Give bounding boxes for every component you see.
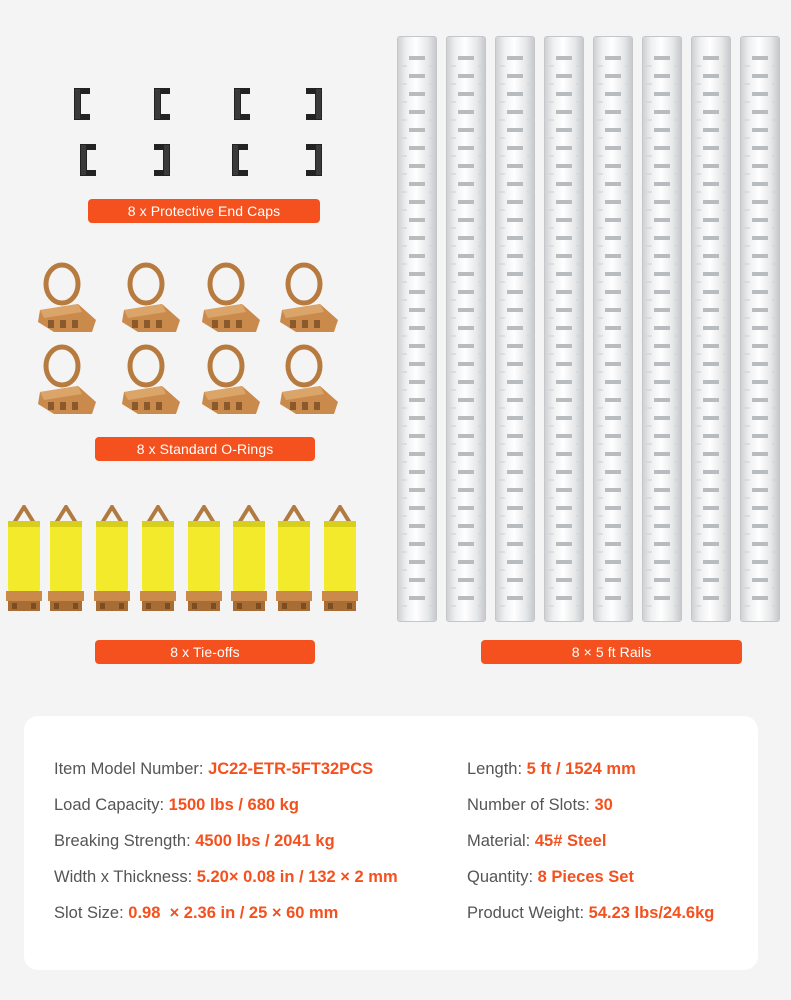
spec-value: 0.98 × 2.36 in / 25 × 60 mm bbox=[128, 904, 339, 922]
spec-load-capacity bbox=[54, 796, 299, 815]
spec-value: 5.20× 0.08 in / 132 × 2 mm bbox=[196, 868, 398, 886]
spec-material bbox=[467, 832, 606, 851]
end-cap-icon bbox=[304, 142, 324, 178]
spec-value: 54.23 lbs/24.6kg bbox=[588, 904, 715, 922]
tie-offs-label: 8 x Tie-offs bbox=[95, 640, 315, 664]
spec-width-thickness bbox=[54, 868, 398, 887]
e-track-rail-icon bbox=[593, 36, 633, 622]
spec-value: 1500 lbs / 680 kg bbox=[168, 796, 299, 814]
tie-off-strap-icon bbox=[320, 505, 360, 615]
tie-off-strap-icon bbox=[184, 505, 224, 615]
tie-off-strap-icon bbox=[4, 505, 44, 615]
tie-off-strap-icon bbox=[274, 505, 314, 615]
tie-off-strap-icon bbox=[46, 505, 86, 615]
o-ring-icon bbox=[118, 344, 186, 420]
tie-off-strap-icon bbox=[229, 505, 269, 615]
e-track-rail-icon bbox=[495, 36, 535, 622]
e-track-rail-icon bbox=[397, 36, 437, 622]
tie-off-strap-icon bbox=[138, 505, 178, 615]
spec-value: 45# Steel bbox=[534, 832, 607, 850]
spec-value: 4500 lbs / 2041 kg bbox=[195, 832, 335, 850]
o-ring-icon bbox=[34, 344, 102, 420]
o-ring-icon bbox=[276, 344, 344, 420]
o-rings-label: 8 x Standard O-Rings bbox=[95, 437, 315, 461]
spec-quantity bbox=[467, 868, 634, 887]
spec-number-of-slots bbox=[467, 796, 613, 815]
spec-value: JC22-ETR-5FT32PCS bbox=[208, 760, 374, 778]
spec-label: Item Model Number: bbox=[54, 760, 209, 778]
o-ring-icon bbox=[198, 262, 266, 338]
end-cap-icon bbox=[232, 86, 252, 122]
tie-off-strap-icon bbox=[92, 505, 132, 615]
end-cap-icon bbox=[78, 142, 98, 178]
o-ring-icon bbox=[198, 344, 266, 420]
spec-length bbox=[467, 760, 636, 779]
end-cap-icon bbox=[152, 86, 172, 122]
spec-label: Product Weight: bbox=[467, 904, 589, 922]
e-track-rail-icon bbox=[642, 36, 682, 622]
spec-label: Quantity: bbox=[467, 868, 538, 886]
end-caps-label: 8 x Protective End Caps bbox=[88, 199, 320, 223]
e-track-rail-icon bbox=[446, 36, 486, 622]
o-ring-icon bbox=[34, 262, 102, 338]
spec-breaking-strength bbox=[54, 832, 335, 851]
e-track-rail-icon bbox=[691, 36, 731, 622]
spec-label: Material: bbox=[467, 832, 535, 850]
end-cap-icon bbox=[152, 142, 172, 178]
spec-value: 30 bbox=[594, 796, 613, 814]
o-ring-icon bbox=[118, 262, 186, 338]
spec-label: Width x Thickness: bbox=[54, 868, 197, 886]
spec-label: Load Capacity: bbox=[54, 796, 169, 814]
end-cap-icon bbox=[230, 142, 250, 178]
e-track-rail-icon bbox=[544, 36, 584, 622]
end-cap-icon bbox=[304, 86, 324, 122]
spec-model-number bbox=[54, 760, 373, 779]
spec-value: 5 ft / 1524 mm bbox=[526, 760, 636, 778]
o-ring-icon bbox=[276, 262, 344, 338]
spec-label: Slot Size: bbox=[54, 904, 129, 922]
end-cap-icon bbox=[72, 86, 92, 122]
spec-slot-size bbox=[54, 904, 338, 923]
e-track-rail-icon bbox=[740, 36, 780, 622]
spec-label: Breaking Strength: bbox=[54, 832, 196, 850]
rails-label: 8 × 5 ft Rails bbox=[481, 640, 742, 664]
spec-label: Length: bbox=[467, 760, 527, 778]
spec-label: Number of Slots: bbox=[467, 796, 595, 814]
spec-product-weight bbox=[467, 904, 714, 923]
spec-value: 8 Pieces Set bbox=[537, 868, 634, 886]
